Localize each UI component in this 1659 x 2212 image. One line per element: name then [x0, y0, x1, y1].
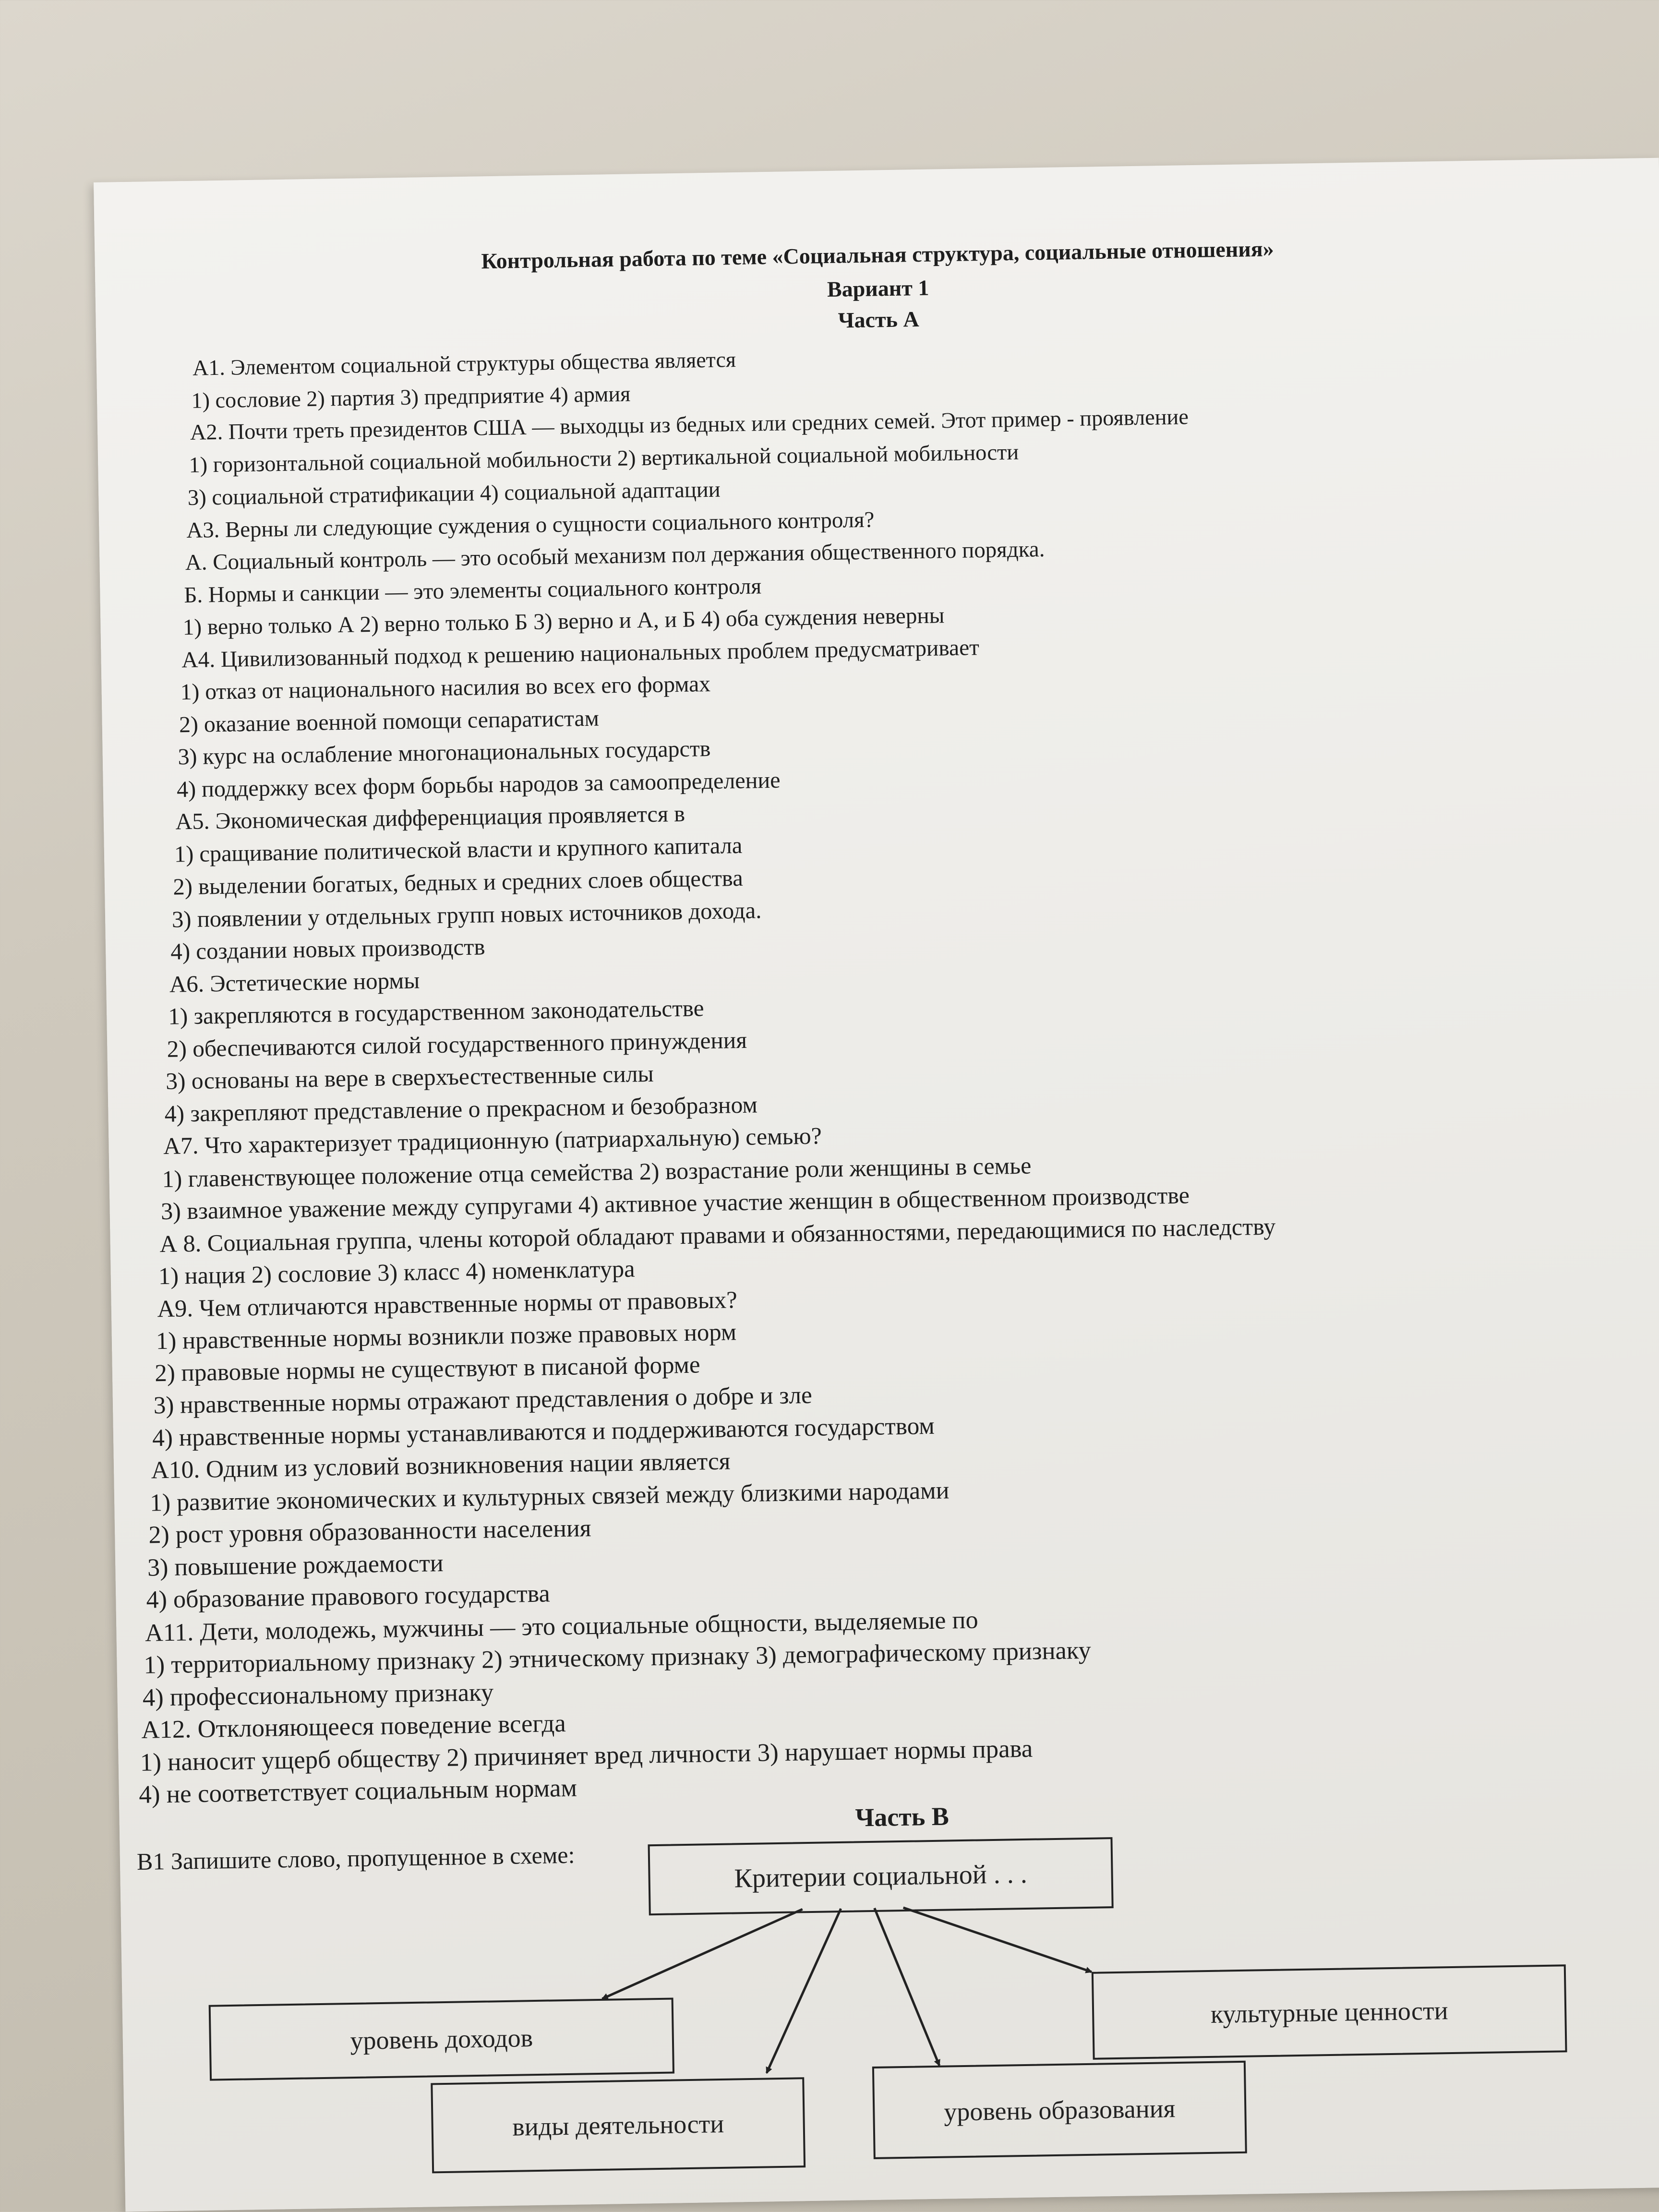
question-line: А10. Одним из условий возникновения нации является [151, 1447, 731, 1484]
question-line: 4) нравственные нормы устанавливаются и поддерживаются государством [152, 1412, 935, 1452]
question-line: А6. Эстетические нормы [169, 967, 420, 998]
question-line: 1) территориальному признаку 2) этническому признаку 3) демографическому признаку [144, 1636, 1092, 1679]
question-line: 3) повышение рождаемости [147, 1549, 444, 1582]
question-line: 1) горизонтальной социальной мобильности 2) вертикальной социальной мобильности [189, 440, 1019, 478]
scheme-box-education: уровень образования [872, 2061, 1247, 2159]
question-line: А5. Экономическая дифференциация проявляется в [175, 801, 685, 835]
question-line: 1) верно только А 2) верно только Б 3) верно и А, и Б 4) оба суждения неверны [182, 603, 945, 640]
test-sheet [94, 158, 1659, 2212]
question-line: А12. Отклоняющееся поведение всегда [141, 1709, 566, 1744]
question-line: А7. Что характеризует традиционную (патриархальную) семью? [163, 1122, 822, 1159]
question-line: А4. Цивилизованный подход к решению национальных проблем предусматривает [181, 635, 980, 673]
question-line: А 8. Социальная группа, члены которой обладают правами и обязанностями, передающимися по наследству [159, 1213, 1276, 1257]
question-line: 1) наносит ущерб обществу 2) причиняет вред личности 3) нарушает нормы права [140, 1734, 1033, 1777]
arrow-to-activities [764, 1909, 843, 2073]
part-a-heading: Часть А [838, 307, 919, 333]
scheme-root-box: Критерии социальной . . . [648, 1837, 1114, 1915]
scheme-box-income: уровень доходов [209, 1997, 674, 2080]
question-line: 4) создании новых производств [170, 933, 485, 965]
question-line: 2) оказание военной помощи сепаратистам [179, 705, 600, 737]
question-line: А1. Элементом социальной структуры общества является [192, 347, 736, 380]
question-line: 1) нравственные нормы возникли позже правовых норм [156, 1318, 737, 1355]
arrow-to-income [601, 1909, 804, 1999]
question-line: 4) поддержку всех форм борьбы народов за самоопределение [176, 767, 781, 802]
question-line: 3) взаимное уважение между супругами 4) активное участие женщин в общественном производстве [160, 1181, 1190, 1225]
question-line: 3) социальной стратификации 4) социальной адаптации [187, 477, 721, 511]
variant-label: Вариант 1 [827, 275, 929, 302]
scheme-box-activities: виды деятельности [431, 2077, 805, 2173]
question-line: 2) рост уровня образованности населения [148, 1515, 591, 1549]
question-line: 1) главенствующее положение отца семейства 2) возрастание роли женщины в семье [162, 1152, 1032, 1192]
question-line: 1) отказ от национального насилия во всех его формах [180, 671, 711, 705]
question-line: 1) нация 2) сословие 3) класс 4) номенклатура [158, 1255, 635, 1290]
question-line: А11. Дети, молодежь, мужчины — это социальные общности, выделяемые по [144, 1605, 979, 1647]
question-line: 3) появлении у отдельных групп новых источников дохода. [171, 897, 762, 933]
question-line: 1) закрепляются в государственном законодательстве [168, 995, 704, 1030]
question-line: 3) основаны на вере в сверхъестественные силы [165, 1060, 654, 1094]
question-line: 1) развитие экономических и культурных связей между близкими народами [149, 1476, 950, 1516]
question-line: 4) закрепляют представление о прекрасном и безобразном [164, 1091, 758, 1127]
question-line: 3) нравственные нормы отражают представления о добре и зле [153, 1381, 813, 1419]
question-line: 4) не соответствует социальным нормам [138, 1774, 577, 1809]
question-line: 2) выделении богатых, бедных и средних слоев общества [173, 865, 744, 900]
test-title: Контрольная работа по теме «Социальная структура, социальные отношения» [481, 236, 1274, 274]
part-b-heading: Часть В [855, 1802, 950, 1832]
question-line: Б. Нормы и санкции — это элементы социального контроля [183, 573, 762, 608]
question-line: А. Социальный контроль — это особый механизм пол держания общественного порядка. [185, 536, 1045, 576]
question-line: 4) профессиональному признаку [142, 1678, 494, 1712]
question-line: 1) сращивание политической власти и крупного капитала [174, 832, 743, 867]
scheme-box-culture: культурные ценности [1092, 1964, 1567, 2059]
question-line: А3. Верны ли следующие суждения о сущности социального контроля? [186, 507, 875, 543]
task-b1: В1 Запишите слово, пропущенное в схеме: [136, 1841, 575, 1875]
question-line: А9. Чем отличаются нравственные нормы от правовых? [157, 1286, 738, 1322]
question-line: 1) сословие 2) партия 3) предприятие 4) армия [191, 381, 631, 413]
question-line: 3) курс на ослабление многонациональных государств [178, 735, 711, 770]
arrow-to-education [875, 1907, 939, 2067]
question-line: 4) образование правового государства [146, 1580, 551, 1614]
arrow-to-culture [903, 1905, 1092, 1975]
question-line: 2) обеспечиваются силой государственного принуждения [167, 1026, 747, 1062]
question-line: 2) правовые нормы не существуют в писаной форме [154, 1351, 700, 1387]
question-line: А2. Почти треть президентов США — выходцы из бедных или средних семей. Этот пример - проявление [190, 405, 1189, 445]
